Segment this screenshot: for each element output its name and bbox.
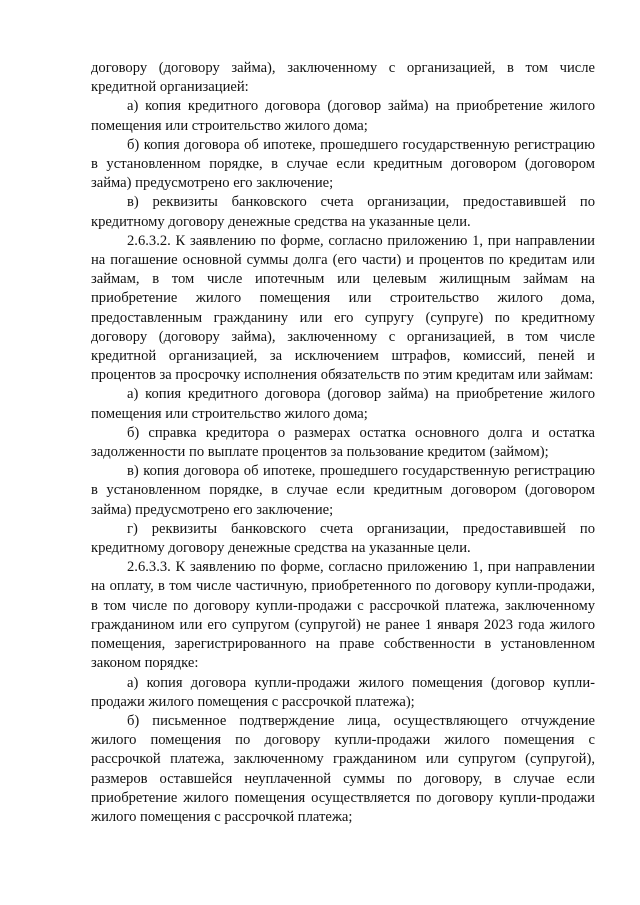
paragraph-item-a: а) копия договора купли-продажи жилого помещения (договор купли-продажи жилого помещения с рассрочкой платежа); (91, 674, 595, 710)
paragraph-item-b: б) копия договора об ипотеке, прошедшего государственную регистрацию в установленном порядке, в случае если кредитным договором (договором займа) предусмотрено его заключение; (91, 136, 595, 192)
paragraph-item-a: а) копия кредитного договора (договор займа) на приобретение жилого помещения или строительство жилого дома; (91, 98, 595, 134)
document-page (91, 59, 595, 827)
paragraph-item-v: в) реквизиты банковского счета организации, предоставившей по кредитному договору денежные средства на указанные цели. (91, 194, 595, 230)
paragraph-item-v: в) копия договора об ипотеке, прошедшего государственную регистрацию в установленном порядке, в случае если кредитным договором (договором займа) предусмотрено его заключение; (91, 463, 595, 518)
paragraph-item-g: г) реквизиты банковского счета организации, предоставившей по кредитному договору денежные средства на указанные цели. (91, 520, 595, 557)
paragraph-section-2-6-3-3: 2.6.3.3. К заявлению по форме, согласно приложению 1, при направлении на оплату, в том числе частичную, приобретенного по договору купли-продажи, в том числе по договору купли-продажи с рассрочкой платежа, заключенному гражданином или его супругом (супругой) не ранее 1 января 2023 года жилого помещения, зарегистрированного на праве собственности в установленном законом порядке: (91, 559, 595, 672)
paragraph-item-b: б) письменное подтверждение лица, осуществляющего отчуждение жилого помещения по договору купли-продажи жилого помещения с рассрочкой платежа, заключенному гражданином или супругом (супругой), размеров оставшейся неуплаченной суммы по договору, в случае если приобретение жилого помещения осуществляется по договору купли-продажи жилого помещения с рассрочкой платежа; (91, 712, 595, 825)
paragraph-continuation: договору (договору займа), заключенному с организацией, в том числе кредитной организацией: (91, 60, 595, 96)
paragraph-section-2-6-3-2: 2.6.3.2. К заявлению по форме, согласно приложению 1, при направлении на погашение основной суммы долга (его части) и процентов по кредитам или займам, в том числе ипотечным или целевым жилищным займам на приобретение жилого помещения или строительство жилого дома, предоставленным гражданину или его супругу (супруге) по кредитному договору (договору займа), заключенному с организацией, в том числе кредитной организацией, за исключением штрафов, комиссий, пеней и процентов за просрочку исполнения обязательств по этим кредитам или займам: (91, 232, 595, 384)
paragraph-item-b: б) справка кредитора о размерах остатка основного долга и остатка задолженности по выплате процентов за пользование кредитом (займом); (91, 424, 595, 461)
paragraph-item-a: а) копия кредитного договора (договор займа) на приобретение жилого помещения или строительство жилого дома; (91, 386, 595, 422)
